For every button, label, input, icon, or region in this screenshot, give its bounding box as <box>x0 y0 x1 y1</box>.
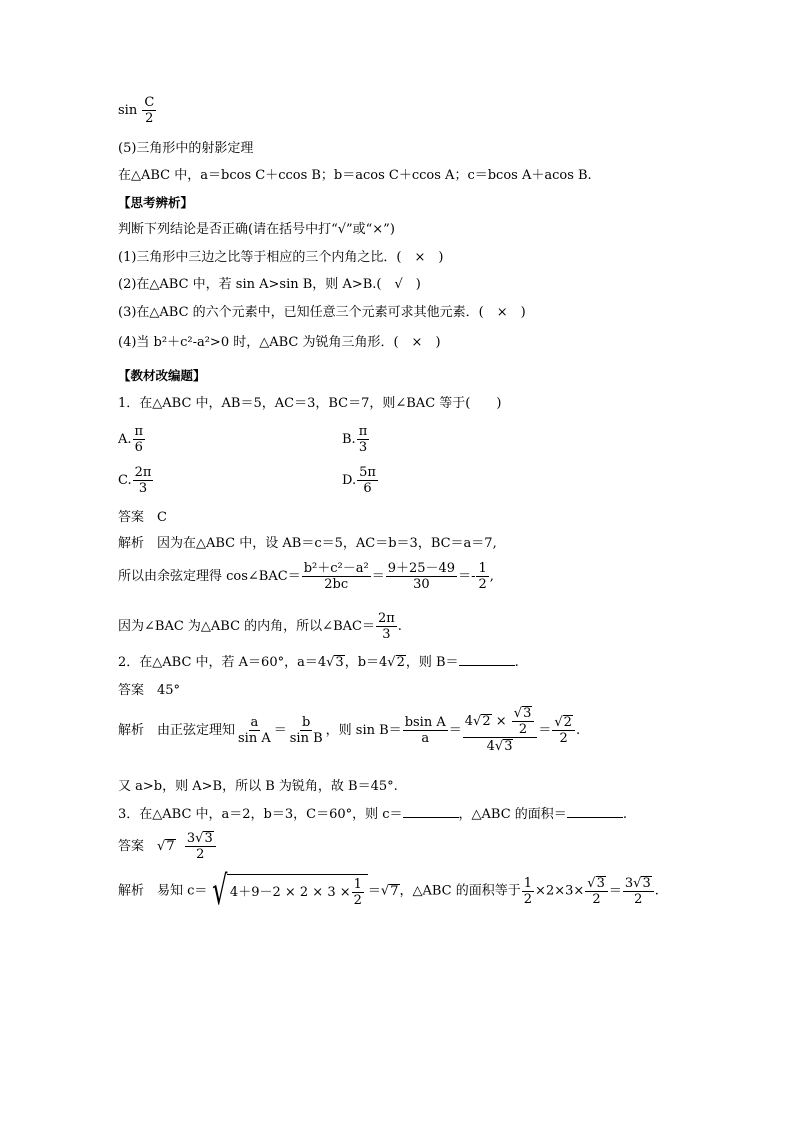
sqrt-icon: √ <box>195 831 204 846</box>
text: ，则 sin B＝ <box>325 723 402 738</box>
punct: . <box>575 723 581 738</box>
fraction <box>302 561 371 592</box>
numerator: C <box>144 95 155 110</box>
sqrt-icon: √ <box>157 839 166 854</box>
text: ，b＝4 <box>344 655 388 670</box>
radicand: 3 <box>596 875 605 891</box>
punct: . <box>622 807 627 822</box>
option-b-label: B. <box>342 432 356 447</box>
coef: 4 <box>486 739 495 754</box>
denominator: 2bc <box>324 577 349 592</box>
denominator: 2 <box>523 891 533 907</box>
numerator <box>185 831 216 847</box>
denominator: 2 <box>559 731 568 746</box>
coef: 3 <box>186 831 196 846</box>
think-heading: 【思考辨析】 <box>118 195 194 210</box>
compound-fraction <box>463 706 538 755</box>
fraction <box>585 876 608 907</box>
radicand: 2 <box>482 714 491 729</box>
radicand: 2 <box>396 655 405 670</box>
option-c <box>118 465 154 496</box>
text: ，△ABC 的面积等于 <box>399 883 521 899</box>
answer-3 <box>118 831 217 862</box>
text: 所以由余弦定理得 cos∠BAC＝ <box>118 569 301 584</box>
numerator: a <box>250 715 259 730</box>
denominator: 3 <box>382 627 391 642</box>
numerator: 1 <box>523 875 533 891</box>
denominator: 6 <box>134 440 143 455</box>
solution-1-line-1: 解析 因为在△ABC 中，设 AB＝c＝5，AC＝b＝3，BC＝a＝7, <box>118 536 497 551</box>
sqrt-icon: √ <box>633 875 642 891</box>
fraction <box>623 876 654 907</box>
radicand: 3 <box>204 831 213 846</box>
coef: 4 <box>464 714 474 729</box>
numerator <box>512 706 535 722</box>
denominator: sin B <box>289 731 323 746</box>
fraction <box>386 561 457 592</box>
radicand: 7 <box>166 839 175 854</box>
coef: 3 <box>624 875 634 891</box>
punct: . <box>397 619 402 634</box>
denominator: 2 <box>478 577 487 592</box>
fraction <box>352 877 364 908</box>
denominator: 3 <box>138 481 148 496</box>
numerator: b²＋c²－a² <box>303 561 369 576</box>
problem-1: 1．在△ABC 中，AB＝5，AC＝3，BC＝7，则∠BAC 等于( ) <box>118 396 502 411</box>
radicand: 3 <box>642 875 651 891</box>
fraction <box>133 424 146 455</box>
numerator <box>623 876 654 892</box>
denominator: sin A <box>238 731 271 746</box>
sqrt-icon: √ <box>513 706 523 721</box>
text: 2．在△ABC 中，若 A＝60°，a＝4 <box>118 655 327 670</box>
denominator: 2 <box>196 847 205 862</box>
fraction <box>552 715 575 746</box>
fraction <box>142 95 156 126</box>
denominator: 3 <box>358 440 368 455</box>
text: 解析 易知 c＝ <box>118 883 208 899</box>
fraction <box>376 611 397 642</box>
text: 3．在△ABC 中，a＝2，b＝3，C＝60°，则 c＝ <box>118 807 403 822</box>
numerator: π <box>134 424 144 439</box>
option-a-label: A. <box>118 432 132 447</box>
answer-blank <box>567 805 623 818</box>
option-c-label: C. <box>118 473 132 488</box>
judge-item-2: (2)在△ABC 中，若 sin A>sin B，则 A>B.( √ ) <box>118 277 421 292</box>
problem-2 <box>118 653 519 672</box>
numerator <box>585 876 608 892</box>
equals: ＝- <box>458 569 476 584</box>
numerator <box>463 706 538 738</box>
solution-2-line-1 <box>118 706 580 755</box>
judge-item-1: (1)三角形中三边之比等于相应的三个内角之比．( × ) <box>118 250 444 265</box>
judge-instruction: 判断下列结论是否正确(请在括号中打“√”或“×”) <box>118 222 395 237</box>
sin-text: sin <box>118 103 138 118</box>
fraction <box>403 715 448 746</box>
fraction <box>512 706 535 737</box>
fraction <box>357 424 370 455</box>
equals: ＝ <box>538 723 552 738</box>
solution-1-line-3 <box>118 611 402 642</box>
expr: 4＋9－2 × 2 × 3 × <box>229 884 351 900</box>
option-d-label: D. <box>342 473 357 488</box>
answer-blank <box>459 653 515 666</box>
fraction <box>236 715 273 746</box>
numerator: 1 <box>353 877 362 892</box>
sqrt-icon: √ <box>554 715 563 730</box>
punct: . <box>514 655 519 670</box>
radicand: 3 <box>504 739 513 754</box>
fraction <box>185 831 216 862</box>
denominator: a <box>421 731 430 746</box>
denominator: 2 <box>145 111 154 126</box>
solution-2-line-2: 又 a>b，则 A>B，所以 B 为锐角，故 B＝45°. <box>118 779 398 794</box>
fraction <box>133 465 154 496</box>
denominator <box>485 738 516 755</box>
sin-half-angle-line <box>118 95 157 126</box>
numerator: 1 <box>478 561 487 576</box>
sqrt-icon: √ <box>494 739 504 754</box>
numerator: bsin A <box>404 715 446 730</box>
answer-blank <box>403 805 459 818</box>
numerator: 9＋25－49 <box>387 561 456 576</box>
numerator: 5π <box>359 465 376 480</box>
times: × <box>491 714 511 729</box>
solution-1-line-2 <box>118 561 494 592</box>
sqrt-icon: √ <box>380 883 390 899</box>
times: ×2×3× <box>535 883 585 899</box>
fraction <box>357 465 378 496</box>
text: ，△ABC 的面积＝ <box>458 807 567 822</box>
big-sqrt-icon: √ <box>212 868 228 914</box>
radicand: 3 <box>335 655 344 670</box>
numerator: 2π <box>377 611 395 626</box>
judge-item-3: (3)在△ABC 的六个元素中，已知任意三个元素可求其他元素．( × ) <box>118 305 526 320</box>
projection-theorem-heading: (5)三角形中的射影定理 <box>118 141 254 156</box>
textbook-heading: 【教材改编题】 <box>118 368 206 383</box>
sqrt-icon: √ <box>326 655 335 670</box>
sqrt-icon: √ <box>473 714 482 729</box>
radicand: 7 <box>390 883 399 899</box>
numerator: 2π <box>134 465 152 480</box>
denominator: 2 <box>592 891 601 907</box>
fraction <box>476 561 488 592</box>
sqrt-icon: √ <box>387 655 396 670</box>
text: 因为∠BAC 为△ABC 的内角，所以∠BAC＝ <box>118 619 375 634</box>
option-d <box>342 465 379 496</box>
denominator: 30 <box>413 577 430 592</box>
punct: , <box>489 569 494 584</box>
sqrt-icon: √ <box>587 875 596 891</box>
denominator: 6 <box>363 481 372 496</box>
problem-3 <box>118 805 627 824</box>
option-b <box>342 424 370 455</box>
answer-1: 答案 C <box>118 510 167 525</box>
equals: ＝ <box>608 883 622 899</box>
numerator: π <box>358 424 368 439</box>
numerator <box>552 715 575 731</box>
equals: ＝ <box>371 569 385 584</box>
projection-theorem-formula: 在△ABC 中，a＝bcos C＋ccos B；b＝acos C＋ccos A；c＝bcos A＋acos B. <box>118 168 592 183</box>
judge-item-4: (4)当 b²＋c²-a²>0 时，△ABC 为锐角三角形．( × ) <box>118 335 441 350</box>
fraction <box>288 715 325 746</box>
text: 答案 <box>118 839 158 854</box>
text: 解析 由正弦定理知 <box>118 723 236 738</box>
denominator: 2 <box>518 722 528 737</box>
fraction <box>522 876 534 907</box>
equals: ＝ <box>367 883 381 899</box>
equals: ＝ <box>273 723 287 738</box>
numerator: b <box>302 715 311 730</box>
radicand <box>227 874 368 908</box>
punct: . <box>654 883 659 899</box>
radicand: 3 <box>523 706 532 721</box>
denominator: 2 <box>353 893 362 908</box>
solution-3 <box>118 868 659 914</box>
answer-2: 答案 45° <box>118 683 181 698</box>
option-a <box>118 424 146 455</box>
text: ，则 B＝ <box>405 655 459 670</box>
radicand: 2 <box>563 715 572 730</box>
denominator: 2 <box>634 891 643 907</box>
equals: ＝ <box>448 723 462 738</box>
